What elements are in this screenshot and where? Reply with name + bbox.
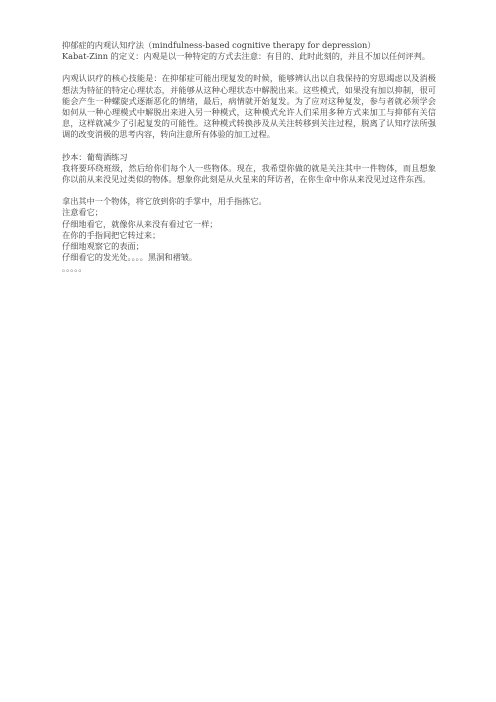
definition-text: Kabat-Zinn 的定义：内观是以一种特定的方式去注意：有目的、此时此刻的，并且不加以任何评判。: [62, 51, 430, 62]
step-line: 仔细地观察它的表面；: [62, 241, 144, 252]
document-title: 抑郁症的内观认知疗法（mindfulness-based cognitive therapy for depression）: [62, 40, 376, 50]
paragraph-gap: [62, 141, 436, 152]
core-skill-text: 内观认识疗的核心技能是：在抑郁症可能出现复发的时候，能够辨认出以自我保持的穷思竭虑以及消极想法为特征的特定心理状态，并能够从这种心理状态中解脱出来。这些模式，如果没有加以抑制，很可能会产生一种螺旋式逐渐恶化的情绪，最后，病情就开始复发。为了应对这种复发，参与者就必须学会如何从一种心理模式中解脱出来进入另一种模式，这种模式允许人们采用多种方式来加工与抑郁有关信息，这样就减少了引起复发的可能性。这种模式转换涉及从关注转移到关注过程，脱离了认知疗法所强调的改变消极的思考内容，转向注意所有体验的加工过程。: [62, 73, 436, 140]
step-line: 注意看它；: [62, 207, 103, 218]
definition-paragraph: [62, 51, 436, 62]
document-title-block: [62, 40, 436, 51]
step-line: 拿出其中一个物体，将它放到你的手掌中，用手指拣它。: [62, 196, 267, 207]
core-skill-paragraph: [62, 73, 436, 140]
exercise-section: [62, 152, 436, 186]
exercise-intro: 我将要环绕班级，然后给你们每个人一些物体。现在，我希望你做的就是关注其中一件物体，而且想象你以前从来没见过类似的物体。想象你此刻是从火星来的拜访者，在你生命中你从来没见过这件东西。: [62, 162, 436, 185]
step-line: 仔细地看它，就像你从来没有看过它一样；: [62, 218, 218, 229]
paragraph-gap: [62, 62, 436, 73]
step-line: 仔细看它的发光处。。。。黑洞和褶皱。: [62, 252, 198, 263]
step-line: 。。。。。: [62, 263, 87, 274]
exercise-title: 抄本：葡萄酒练习: [62, 151, 128, 162]
document-page: [62, 40, 436, 275]
paragraph-gap: [62, 185, 436, 196]
step-line: 在你的手指间把它转过来；: [62, 229, 161, 240]
steps-list: [62, 196, 436, 274]
